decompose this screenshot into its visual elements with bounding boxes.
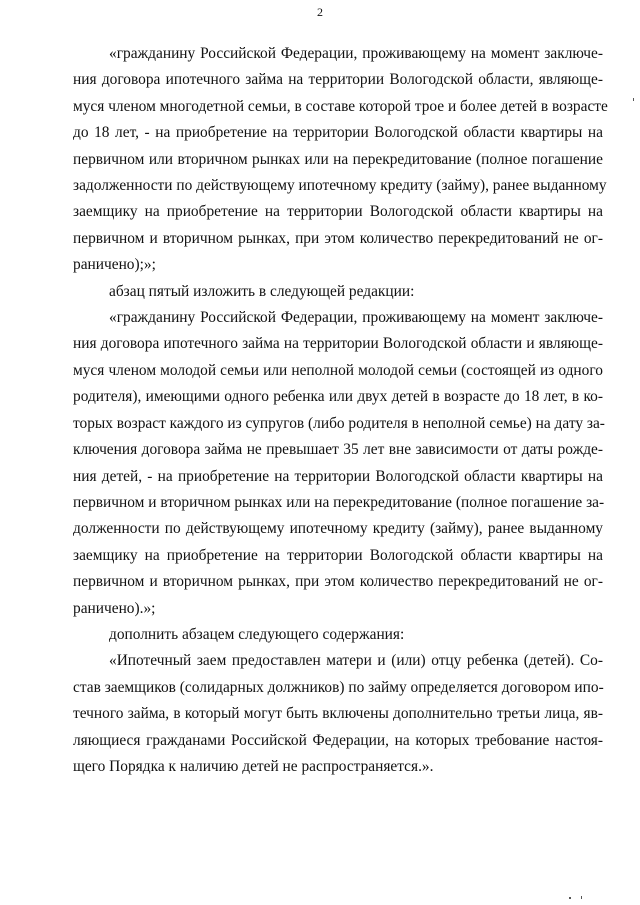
paragraph-instruction-fifth	[73, 279, 603, 305]
text-line: течного займа, в который могут быть включены дополнительно третьи лица, яв-	[73, 705, 603, 723]
text-line: раничено).»;	[73, 599, 156, 617]
text-line: торых возраст каждого из супругов (либо родителя в неполной семье) на дату за-	[73, 414, 605, 432]
text-line: ляющиеся гражданами Российской Федерации, на которых требование настоя-	[73, 731, 603, 749]
text-line: долженности по действующему ипотечному кредиту (займу), ранее выданному	[73, 520, 603, 538]
text-line: заемщику на приобретение на территории Вологодской области квартиры на	[73, 546, 603, 564]
page-number: 2	[317, 5, 323, 19]
text-line: абзац пятый изложить в следующей редакции:	[109, 282, 415, 300]
scan-artifact	[581, 896, 582, 899]
text-line: задолженности по действующему ипотечному кредиту (займу), ранее выданному	[73, 177, 607, 195]
paragraph-young-family-quote	[73, 305, 603, 622]
scan-artifact	[569, 897, 571, 899]
text-line: ния договора ипотечного займа на территории Вологодской области и являюще-	[73, 335, 603, 353]
text-line: ния договора ипотечного займа на территории Вологодской области, являюще-	[73, 71, 603, 89]
text-line: щего Порядка к наличию детей не распространяется.».	[73, 757, 434, 775]
text-line: «гражданину Российской Федерации, проживающему на момент заключе-	[109, 309, 603, 327]
paragraph-borrowers-quote	[73, 648, 603, 780]
text-line: родителя), имеющими одного ребенка или двух детей в возрасте до 18 лет, в ко-	[73, 388, 603, 406]
text-line: «гражданину Российской Федерации, проживающему на момент заключе-	[109, 45, 603, 62]
scan-artifact	[633, 98, 634, 101]
text-line: первичном или вторичном рынках или на перекредитование (полное погашение	[73, 150, 603, 168]
text-line: муся членом многодетной семьи, в составе которой трое и более детей в возрасте	[73, 97, 608, 115]
text-line: став заемщиков (солидарных должников) по займу определяется договором ипо-	[73, 678, 604, 696]
text-line: до 18 лет, - на приобретение на территории Вологодской области квартиры на	[73, 124, 603, 142]
text-line: заемщику на приобретение на территории Вологодской области квартиры на	[73, 203, 603, 221]
text-line: первичном и вторичном рынках или на перекредитование (полное погашение за-	[73, 493, 605, 511]
text-line: ния детей, - на приобретение на территории Вологодской области квартиры на	[73, 467, 603, 485]
document-body	[73, 41, 608, 780]
text-line: первичном и вторичном рынках, при этом количество перекредитований не ог-	[73, 573, 603, 591]
paragraph-large-family-quote	[73, 41, 608, 279]
text-line: раничено);»;	[73, 256, 156, 274]
text-line: муся членом молодой семьи или неполной молодой семьи (состоящей из одного	[73, 361, 603, 379]
text-line: дополнить абзацем следующего содержания:	[109, 625, 405, 643]
paragraph-instruction-add	[73, 622, 603, 648]
text-line: «Ипотечный заем предоставлен матери и (или) отцу ребенка (детей). Со-	[109, 652, 603, 670]
text-line: ключения договора займа не превышает 35 лет вне зависимости от даты рожде-	[73, 441, 603, 459]
text-line: первичном и вторичном рынках, при этом количество перекредитований не ог-	[73, 229, 603, 247]
